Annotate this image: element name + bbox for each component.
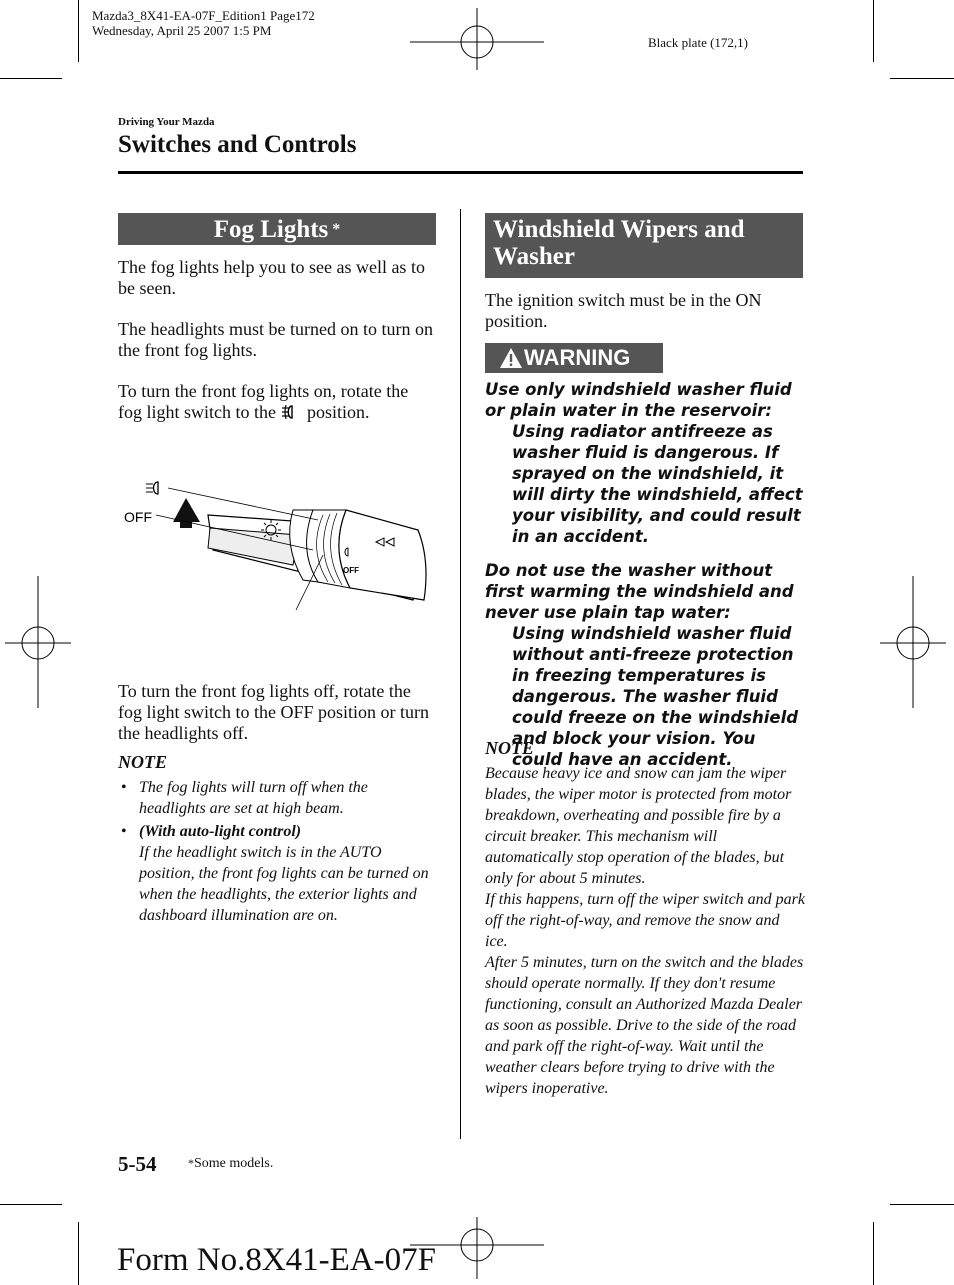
note-item-2 [118,821,436,926]
fog-para-3 [118,381,436,426]
section-label: Driving Your Mazda [118,116,215,128]
registration-mark-top [410,6,544,72]
fog-para-4: To turn the front fog lights off, rotate the fog light switch to the OFF position or turn the headlights off. [118,681,430,743]
form-number: Form No.8X41-EA-07F [117,1242,436,1278]
footnote-text: Some models. [194,1156,274,1171]
wipers-heading: Windshield Wipers and Washer [485,213,803,278]
figure-off-label: OFF [124,509,152,525]
print-job-line2: Wednesday, April 25 2007 1:5 PM [92,23,272,38]
wipers-note-heading: NOTE [485,738,534,758]
wipers-note-para-2: If this happens, turn off the wiper switch and park off the right-of-way, and remove the snow and ice. [485,891,805,950]
warning-icon [499,347,523,377]
registration-mark-left [5,576,71,708]
header-rule [118,171,803,174]
wipers-note [485,738,805,1099]
registration-mark-right [880,576,946,708]
fog-para-3-after: position. [306,402,370,422]
fog-lights-body [118,257,436,446]
fog-note [118,752,436,926]
wipers-note-body [485,763,805,1099]
warning-banner [485,343,663,373]
print-job-line1: Mazda3_8X41-EA-07F_Edition1 Page172 [92,8,315,23]
fog-note-heading: NOTE [118,752,167,772]
fog-lights-heading [118,213,436,245]
note-item-2-lead: • (With auto-light control) [139,823,302,840]
warning-content [485,379,803,770]
page-number: 5-54 [118,1152,157,1176]
print-job-info [92,8,315,38]
warning-2-lead: Do not use the washer without first warming the windshield and never use plain tap water: [485,561,794,622]
wipers-note-para-1: Because heavy ice and snow can jam the wiper blades, the wiper motor is protected from motor breakdown, overheating and possible fire by a circuit breaker. This mechanism will automatically stop operation of the blades, but only for about 5 minutes. [485,765,792,887]
fog-para-2: The headlights must be turned on to turn on the front fog lights. [118,319,433,360]
footnote [188,1156,273,1172]
fog-lights-heading-text: Fog Lights [213,216,329,243]
note-item-1-text: The fog lights will turn off when the headlights are set at high beam. [139,779,368,817]
warning-2-detail: Using windshield washer fluid without anti-freeze protection in freezing temperatures is dangerous. The washer fluid could freeze on the windshield and block your vision. You could have an accident. [512,624,799,769]
ring-off-label: OFF [343,566,359,575]
note-item-2-text: If the headlight switch is in the AUTO position, the front fog lights can be turned on when the headlights, the exterior lights and dashboard illumination are on. [139,844,429,924]
wipers-intro: The ignition switch must be in the ON position. [485,290,762,331]
wipers-note-para-3: After 5 minutes, turn on the switch and the blades should operate normally. If they don't resume functioning, consult an Authorized Mazda Dealer as soon as possible. Drive to the side of the road and park off the right-of-way. Wait until the weather clears before trying to drive with the wipers inoperative. [485,954,804,1097]
fog-light-symbol-icon [280,403,302,426]
warning-label: WARNING [524,345,631,370]
fog-para-3-before: To turn the front fog lights on, rotate the fog light switch to the [118,381,409,422]
fog-para-1: The fog lights help you to see as well as to be seen. [118,257,425,298]
footnote-mark: * [188,1156,194,1170]
note-item-1 [118,777,436,819]
warning-1-detail: Using radiator antifreeze as washer fluid is dangerous. If sprayed on the windshield, it will dirty the windshield, affect your visibility, and could result in an accident. [512,422,803,546]
column-divider [460,209,461,1139]
warning-1-lead: Use only windshield washer fluid or plain water in the reservoir: [485,380,792,420]
plate-info: Black plate (172,1) [648,35,748,50]
some-models-mark: * [332,221,341,238]
page-title: Switches and Controls [118,131,357,158]
fog-light-switch-illustration [118,470,428,620]
fog-note-list [118,777,436,926]
warning-1 [485,379,803,547]
